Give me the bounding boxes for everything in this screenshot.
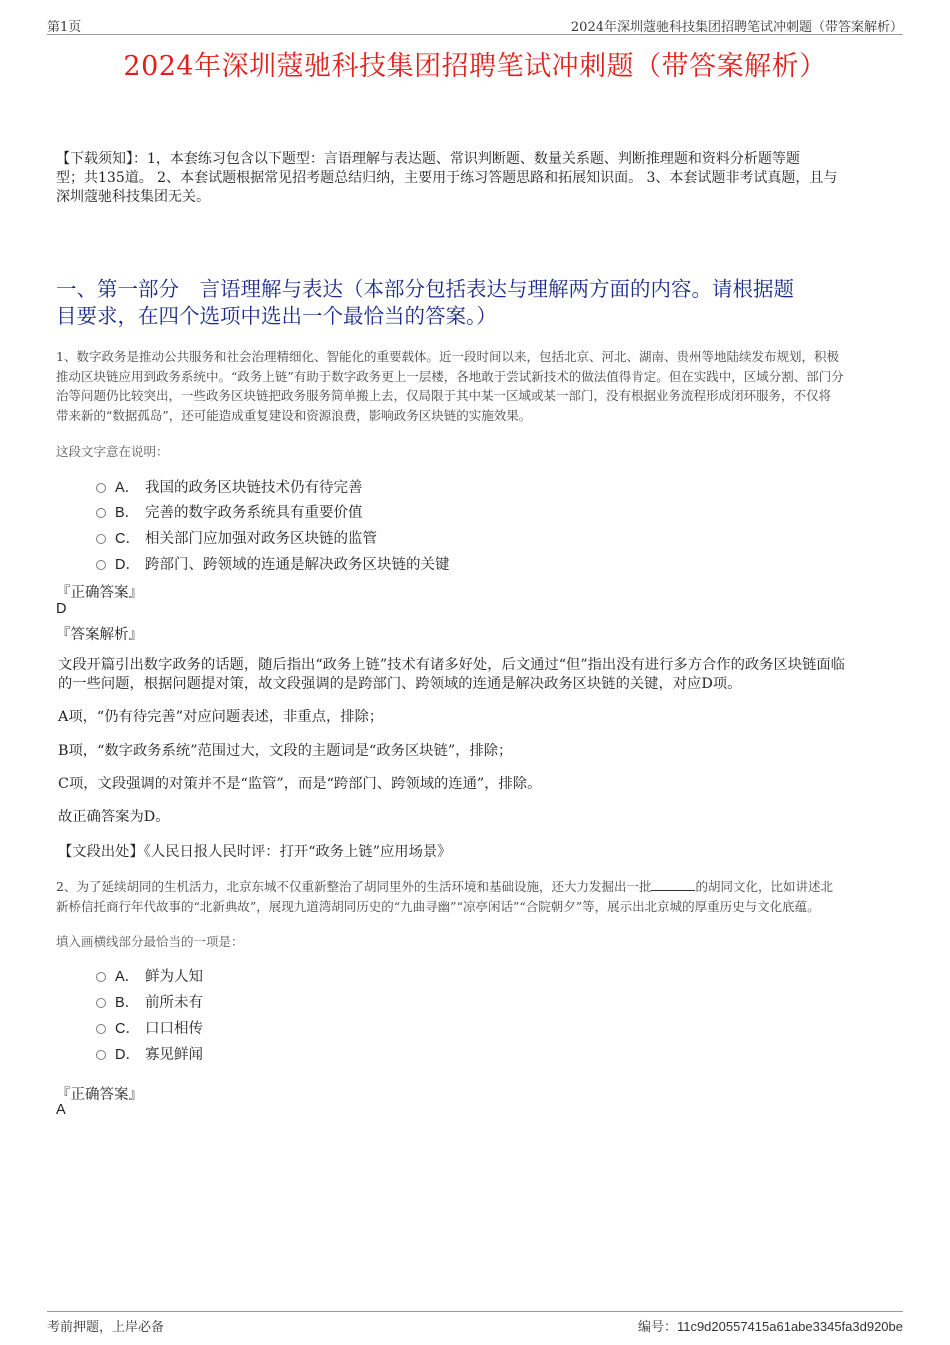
question-line: 新桥信托商行年代故事的“北新典故”，展现九道湾胡同历史的“九曲寻幽”“凉亭闲话”“合院朝夕”等，展示出北京城的厚重历史与文化底蕴。 bbox=[56, 898, 820, 914]
section-heading bbox=[56, 276, 896, 330]
q1-option-d[interactable] bbox=[96, 552, 450, 574]
option-letter: A． bbox=[115, 479, 140, 496]
radio-icon[interactable] bbox=[96, 534, 106, 544]
footer-code bbox=[638, 1316, 903, 1335]
question-2-text bbox=[56, 877, 901, 916]
q2-answer: A bbox=[56, 1102, 66, 1118]
option-text: 跨部门、跨领域的连通是解决政务区块链的关键 bbox=[145, 556, 450, 573]
question-1-prompt: 这段文字意在说明： bbox=[56, 444, 169, 459]
radio-icon[interactable] bbox=[96, 998, 106, 1008]
q1-analysis-label: 『答案解析』 bbox=[56, 627, 143, 643]
fill-blank bbox=[651, 878, 695, 891]
radio-icon[interactable] bbox=[96, 972, 106, 982]
section-heading-line: 目要求，在四个选项中选出一个最恰当的答案。） bbox=[56, 304, 497, 328]
download-notice bbox=[56, 150, 896, 207]
q1-conclusion: 故正确答案为D。 bbox=[58, 809, 170, 825]
footer-slogan: 考前押题，上岸必备 bbox=[47, 1320, 165, 1335]
option-text: 寡见鲜闻 bbox=[145, 1046, 203, 1063]
q1-analysis bbox=[58, 656, 898, 694]
q2-option-c[interactable] bbox=[96, 1016, 203, 1038]
page-footer bbox=[47, 1311, 903, 1334]
page-header bbox=[47, 14, 903, 35]
option-text: 口口相传 bbox=[145, 1020, 203, 1037]
option-text: 相关部门应加强对政务区块链的监管 bbox=[145, 530, 377, 547]
option-text: 完善的数字政务系统具有重要价值 bbox=[145, 504, 363, 521]
q2-answer-label: 『正确答案』 bbox=[56, 1087, 143, 1103]
option-letter: C． bbox=[115, 1020, 140, 1037]
question-text-part: 2、为了延续胡同的生机活力，北京东城不仅重新整治了胡同里外的生活环境和基础设施，还大力发掘出一批 bbox=[56, 879, 652, 894]
notice-line: 深圳蔻驰科技集团无关。 bbox=[56, 189, 210, 205]
section-heading-line: 一、第一部分 言语理解与表达（本部分包括表达与理解两方面的内容。请根据题 bbox=[56, 277, 794, 301]
option-letter: C． bbox=[115, 530, 140, 547]
question-text-part: 的胡同文化，比如讲述北 bbox=[695, 879, 833, 894]
q1-analysis-a: A项，“仍有待完善”对应问题表述，非重点，排除； bbox=[58, 709, 384, 725]
q2-option-b[interactable] bbox=[96, 990, 203, 1012]
q1-source: 【文段出处】《人民日报人民时评：打开“政务上链”应用场景》 bbox=[58, 844, 452, 860]
q1-option-a[interactable] bbox=[96, 475, 363, 497]
option-text: 我国的政务区块链技术仍有待完善 bbox=[145, 479, 363, 496]
option-letter: D． bbox=[115, 556, 140, 573]
option-text: 鲜为人知 bbox=[145, 968, 203, 985]
question-line: 推动区块链应用到政务系统中。“政务上链”有助于数字政务更上一层楼，各地敢于尝试新技术的做法值得肯定。但在实践中，区域分割、部门分 bbox=[56, 368, 844, 384]
question-1-text bbox=[56, 347, 901, 425]
q2-option-d[interactable] bbox=[96, 1042, 203, 1064]
q1-answer: D bbox=[56, 601, 67, 617]
option-letter: D． bbox=[115, 1046, 140, 1063]
page-title: 2024年深圳蔻驰科技集团招聘笔试冲刺题（带答案解析） bbox=[123, 51, 827, 82]
question-line: 带来新的“数据孤岛”，还可能造成重复建设和资源浪费，影响政务区块链的实施效果。 bbox=[56, 407, 532, 423]
footer-code-label: 编号： bbox=[637, 1320, 677, 1335]
question-line: 1、数字政务是推动公共服务和社会治理精细化、智能化的重要载体。近一段时间以来，包括北京、河北、湖南、贵州等地陆续发布规划，积极 bbox=[56, 349, 839, 364]
notice-line: 型；共135道。 2、本套试题根据常见招考题总结归纳，主要用于练习答题思路和拓展知识面。 3、本套试题非考试真题，且与 bbox=[56, 170, 838, 186]
analysis-line: 文段开篇引出数字政务的话题，随后指出“政务上链”技术有诸多好处，后文通过“但”指出没有进行多方合作的政务区块链面临 bbox=[58, 657, 845, 673]
radio-icon[interactable] bbox=[96, 483, 106, 493]
option-letter: B． bbox=[115, 504, 140, 521]
option-text: 前所未有 bbox=[145, 994, 203, 1011]
q2-option-a[interactable] bbox=[96, 964, 203, 986]
analysis-line: 的一些问题，根据问题提对策，故文段强调的是跨部门、跨领域的连通是解决政务区块链的关键，对应D项。 bbox=[58, 676, 742, 692]
question-line bbox=[56, 877, 901, 897]
question-line: 治等问题仍比较突出，一些政务区块链把政务服务简单搬上去，仅局限于其中某一区域或某一部门，没有根据业务流程形成闭环服务，不仅将 bbox=[56, 388, 832, 403]
q1-analysis-c: C项，文段强调的对策并不是“监管”，而是“跨部门、跨领域的连通”，排除。 bbox=[58, 776, 542, 792]
header-doc-title: 2024年深圳蔻驰科技集团招聘笔试冲刺题（带答案解析） bbox=[570, 20, 903, 35]
radio-icon[interactable] bbox=[96, 1050, 106, 1060]
q1-option-b[interactable] bbox=[96, 500, 363, 522]
radio-icon[interactable] bbox=[96, 508, 106, 518]
question-2-prompt: 填入画横线部分最恰当的一项是： bbox=[56, 934, 244, 949]
radio-icon[interactable] bbox=[96, 560, 106, 570]
notice-line: 【下载须知】：1，本套练习包含以下题型：言语理解与表达题、常识判断题、数量关系题、判断推理题和资料分析题等题 bbox=[56, 151, 800, 167]
q1-option-c[interactable] bbox=[96, 526, 377, 548]
q1-analysis-b: B项，“数字政务系统”范围过大，文段的主题词是“政务区块链”，排除； bbox=[58, 743, 513, 759]
page-number: 第1页 bbox=[47, 20, 82, 35]
radio-icon[interactable] bbox=[96, 1024, 106, 1034]
q1-answer-label: 『正确答案』 bbox=[56, 585, 143, 601]
option-letter: A． bbox=[115, 968, 140, 985]
footer-code-value: 11c9d20557415a61abe3345fa3d920be bbox=[676, 1319, 903, 1334]
option-letter: B． bbox=[115, 994, 140, 1011]
